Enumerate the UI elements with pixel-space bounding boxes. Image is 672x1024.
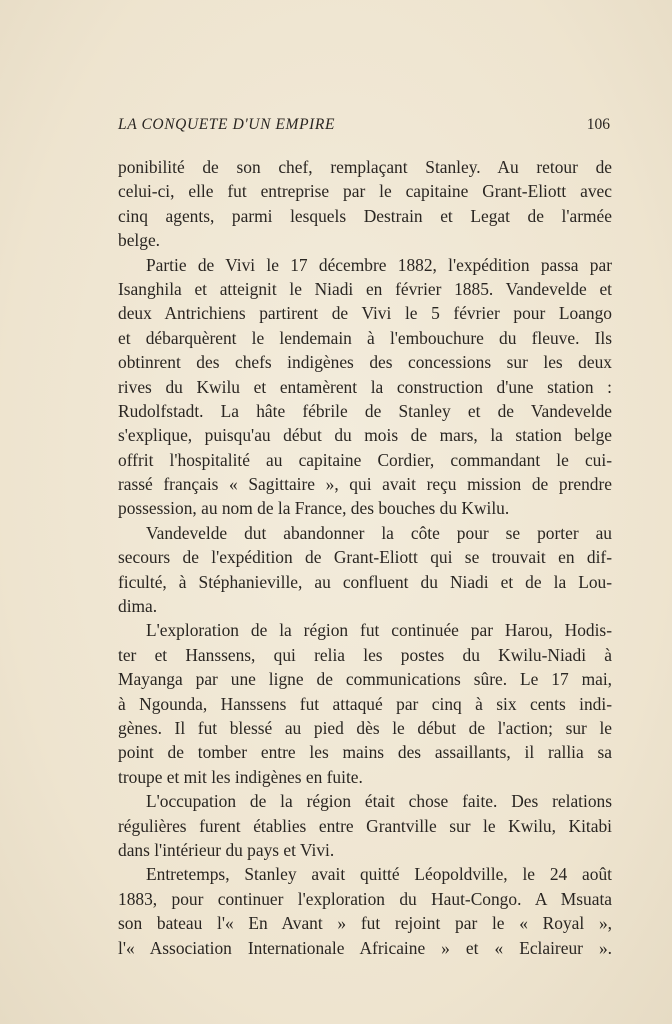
text-line: et débarquèrent le lendemain à l'embouchure du fleuve. Ils <box>118 327 612 348</box>
page-number: 106 <box>586 116 610 133</box>
text-line: régulières furent établies entre Grantville sur le Kwilu, Kitabi <box>118 815 612 836</box>
text-line: son bateau l'« En Avant » fut rejoint par le « Royal », <box>118 913 612 934</box>
text-line: Partie de Vivi le 17 décembre 1882, l'expédition passa par <box>146 254 612 275</box>
text-line: point de tomber entre les mains des assaillants, il rallia sa <box>118 742 612 763</box>
text-line: dans l'intérieur du pays et Vivi. <box>118 839 335 860</box>
text-line: rives du Kwilu et entamèrent la construction d'une station : <box>118 376 612 397</box>
text-line: Mayanga par une ligne de communications sûre. Le 17 mai, <box>118 669 612 690</box>
page-header <box>118 116 610 138</box>
text-line: L'exploration de la région fut continuée par Harou, Hodis- <box>146 620 612 641</box>
text-line: s'explique, puisqu'au début du mois de mars, la station belge <box>118 425 612 446</box>
text-line: Vandevelde dut abandonner la côte pour se porter au <box>146 522 612 543</box>
running-title: LA CONQUETE D'UN EMPIRE <box>118 116 336 133</box>
text-line: troupe et mit les indigènes en fuite. <box>118 766 363 787</box>
text-line: gènes. Il fut blessé au pied dès le début de l'action; sur le <box>118 717 612 738</box>
text-line: 1883, pour continuer l'exploration du Haut-Congo. A Msuata <box>118 888 612 909</box>
text-line: dima. <box>118 596 158 617</box>
text-line: à Ngounda, Hanssens fut attaqué par cinq à six cents indi- <box>118 693 612 714</box>
text-line: possession, au nom de la France, des bouches du Kwilu. <box>118 498 510 519</box>
text-line: celui-ci, elle fut entreprise par le capitaine Grant-Eliott avec <box>118 181 612 202</box>
body-text <box>118 155 612 960</box>
text-line: deux Antrichiens partirent de Vivi le 5 février pour Loango <box>118 303 612 324</box>
text-line: L'occupation de la région était chose faite. Des relations <box>146 791 612 812</box>
text-line: ficulté, à Stéphanieville, au confluent du Niadi et de la Lou- <box>118 571 612 592</box>
text-line: ponibilité de son chef, remplaçant Stanley. Au retour de <box>118 157 612 177</box>
text-line: cinq agents, parmi lesquels Destrain et Legat de l'armée <box>118 205 612 226</box>
text-line: Isanghila et atteignit le Niadi en février 1885. Vandevelde et <box>118 278 612 299</box>
text-line: obtinrent des chefs indigènes des concessions sur les deux <box>118 352 612 373</box>
text-line: offrit l'hospitalité au capitaine Cordier, commandant le cui- <box>118 449 612 470</box>
text-line: ter et Hanssens, qui relia les postes du Kwilu-Niadi à <box>118 644 612 665</box>
text-line: Rudolfstadt. La hâte fébrile de Stanley et de Vandevelde <box>118 400 612 421</box>
text-line: Entretemps, Stanley avait quitté Léopoldville, le 24 août <box>146 864 612 885</box>
text-line: secours de l'expédition de Grant-Eliott qui se trouvait en dif- <box>118 547 612 568</box>
text-line: rassé français « Sagittaire », qui avait reçu mission de prendre <box>118 474 612 495</box>
text-line: l'« Association Internationale Africaine » et « Eclaireur ». <box>118 937 612 958</box>
text-line: belge. <box>118 230 161 251</box>
